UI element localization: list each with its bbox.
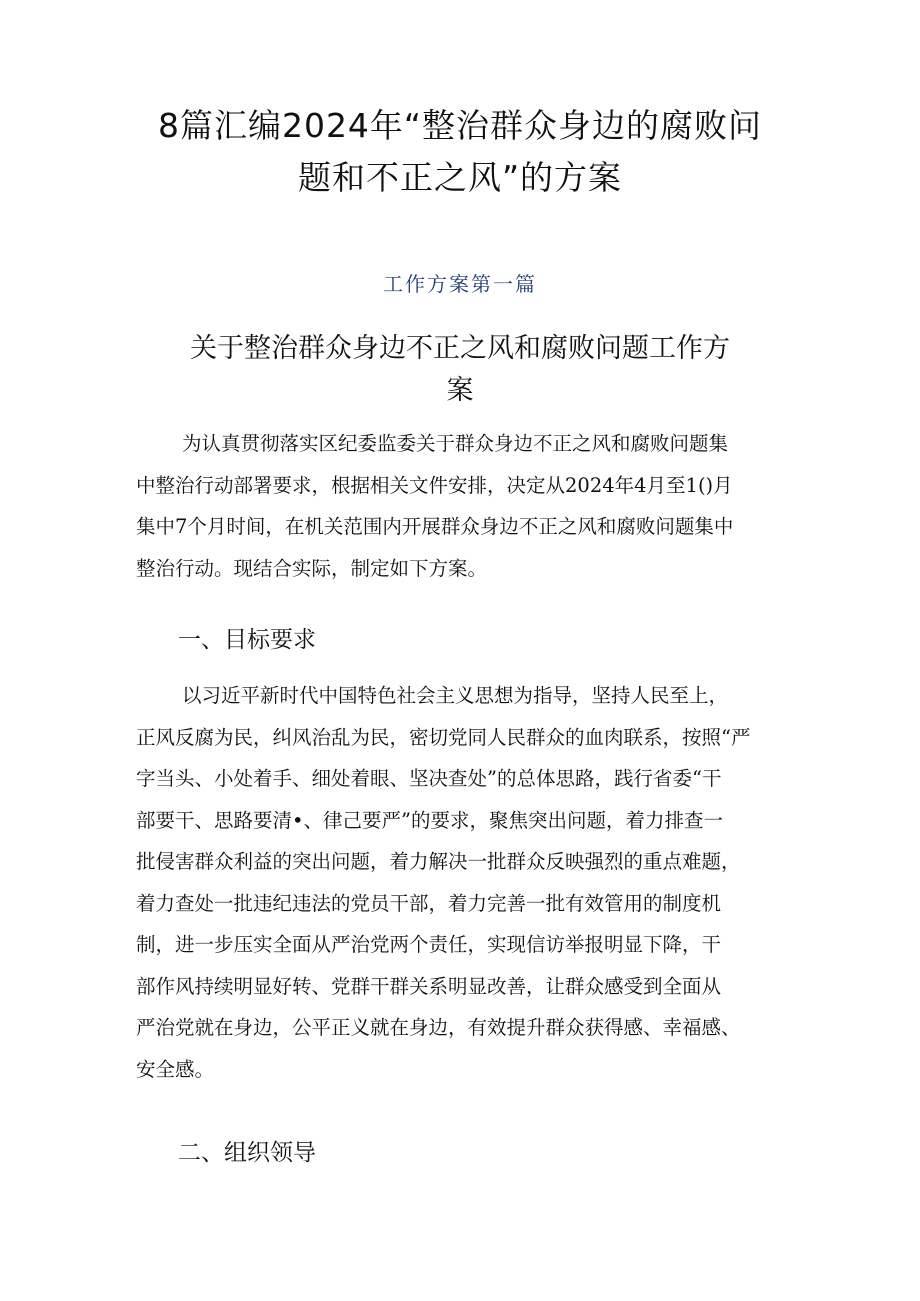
document-title — [100, 100, 820, 204]
paragraph-line: 以习近平新时代中国特色社会主义思想为指导，坚持人民至上， — [182, 684, 729, 707]
section-heading-organization: 二、组织领导 — [178, 1140, 316, 1166]
intro-paragraph — [136, 423, 796, 589]
plan-title — [150, 328, 770, 412]
document-title-line: 8篇汇编2024年“整治群众身边的腐败问 — [157, 106, 763, 145]
plan-title-line: 关于整治群众身边不正之风和腐败问题工作方 — [190, 333, 730, 364]
paragraph-line: 部作风持续明显好转、党群干群关系明显改善，让群众感受到全面从 — [136, 974, 722, 998]
paragraph-line: 批侵害群众利益的突出问题，着力解决一批群众反映强烈的重点难题， — [136, 850, 741, 873]
section-label: 工作方案第一篇 — [383, 272, 537, 296]
paragraph-line: 着力查处一批违纪违法的党员干部，着力完善一批有效管用的制度机 — [136, 891, 722, 915]
paragraph-line: 制，进一步压实全面从严治党两个责任，实现信访举报明显下降，干 — [136, 933, 722, 956]
paragraph-line: 部要干、思路要清•、律己要严”的要求，聚焦突出问题，着力排查一 — [136, 808, 723, 832]
paragraph-line: 为认真贯彻落实区纪委监委关于群众身边不正之风和腐败问题集 — [182, 432, 729, 455]
plan-title-line: 案 — [446, 375, 474, 406]
document-title-line: 题和不正之风”的方案 — [297, 158, 623, 197]
paragraph-line: 字当头、小处着手、细处着眼、坚决查处”的总体思路，践行省委“干 — [136, 767, 722, 790]
paragraph-line: 正风反腐为民，纠风治乱为民，密切党同人民群众的血肉联系，按照“严 — [136, 725, 751, 749]
goals-paragraph — [136, 675, 796, 1090]
paragraph-line: 中整治行动部署要求，根据相关文件安排，决定从2024年4月至1()月 — [136, 473, 733, 497]
paragraph-line: 整治行动。现结合实际，制定如下方案。 — [136, 556, 488, 580]
paragraph-line: 集中7个月时间，在机关范围内开展群众身边不正之风和腐败问题集中 — [136, 515, 734, 538]
paragraph-line: 安全感。 — [136, 1057, 215, 1081]
paragraph-line: 严治党就在身边，公平正义就在身边，有效提升群众获得感、幸福感、 — [136, 1016, 741, 1039]
section-heading-goals: 一、目标要求 — [178, 627, 316, 653]
